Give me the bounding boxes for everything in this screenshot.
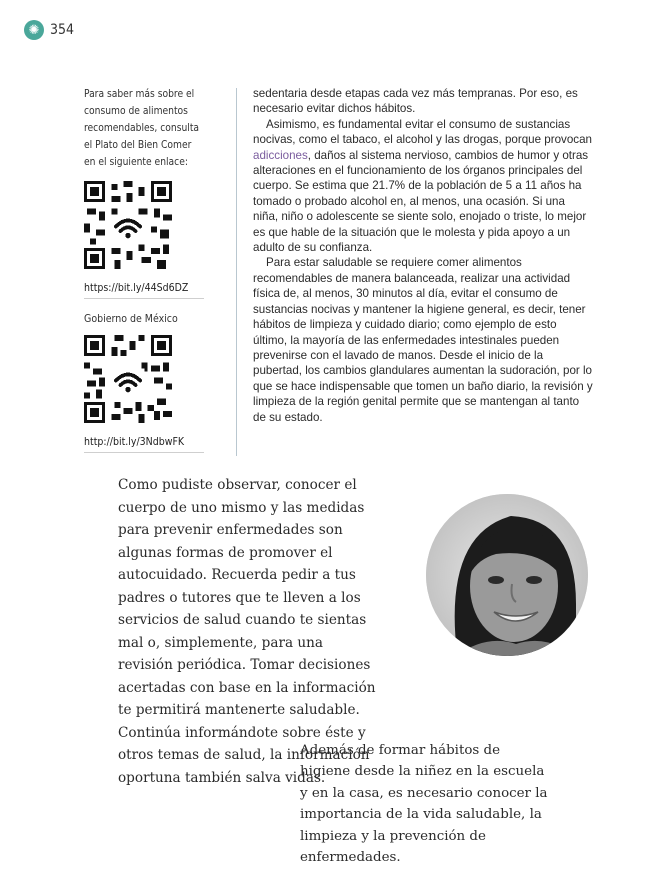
qr-code-icon[interactable] [84,335,172,423]
sun-icon: ✺ [24,20,44,40]
girl-portrait-photo [426,494,588,656]
page-number: 354 [50,22,75,38]
callout-text: Además de formar hábitos de higiene desde la niñez en la escuela y en la casa, es necesario conocer la importancia de la vida saludable, la limpieza y la prevención de enfermedades. [300,743,548,866]
source-label: Gobierno de México [84,313,178,325]
paragraph-1: sedentaria desde etapas cada vez más tempranas. Por eso, es necesario evitar dichos hábitos. [253,87,578,116]
paragraph-2-start: Asimismo, es fundamental evitar el consumo de sustancias nocivas, como el tabaco, el alcohol y las drogas, porque provocan [253,117,592,147]
paragraph-3: Para estar saludable se requiere comer alimentos recomendables de manera balanceada, realizar una actividad física de, al menos, 30 minutos al día, evitar el consumo de sustancias nocivas y mantener la higiene general, es decir, tener hábitos de limpieza y cuidado diario; como ejemplo de esto último, la mayoría de las enfermedades intestinales pueden prevenirse con el lavado de manos. Desde el inicio de la pubertad, los cambios glandulares aumentan la sudoración, por lo que se hace indispensable que tomen un baño diario, la revisión y limpieza de la región genital permite que se mantengan al tanto de su estado. [253,256,593,424]
link-gobierno-mexico[interactable]: http://bit.ly/3NdbwFK [84,436,204,453]
sidebar-resources [84,86,204,453]
qr-code-icon[interactable] [84,181,172,269]
paragraph-2 [253,117,593,256]
link-plato-bien-comer[interactable]: https://bit.ly/44Sd6DZ [84,282,204,299]
paragraph-2-end: , daños al sistema nervioso, cambios de humor y otras alteraciones en el funcionamiento de los órganos principales del cuerpo. Se estima que 21.7% de la población de 5 a 11 años ha tomado o probado alcohol en, al menos, una ocasión. Si una niña, niño o adolescente se siente solo, enojado o triste, lo mejor es que hable de la situación que le molesta y pida apoyo a un adulto de su confianza. [253,148,589,255]
main-column [253,86,593,425]
closing-paragraph: Como pudiste observar, conocer el cuerpo de uno mismo y las medidas para prevenir enfermedades son algunas formas de promover el autocuidado. Recuerda pedir a tus padres o tutores que te lleven a los servicios de salud cuando te sientas mal o, simplemente, para una revisión periódica. Tomar decisiones acertadas con base en la información te permitirá mantenerte saludable. Continúa informándote sobre éste y otros temas de salud, la información oportuna también salva vidas. [118,477,376,786]
glossary-term-adicciones[interactable]: adicciones [253,148,308,162]
page-header [24,20,74,40]
column-divider [236,88,237,456]
sidebar-intro: Para saber más sobre el consumo de alimentos recomendables, consulta el Plato del Bien Comer en el siguiente enlace: [84,89,200,168]
